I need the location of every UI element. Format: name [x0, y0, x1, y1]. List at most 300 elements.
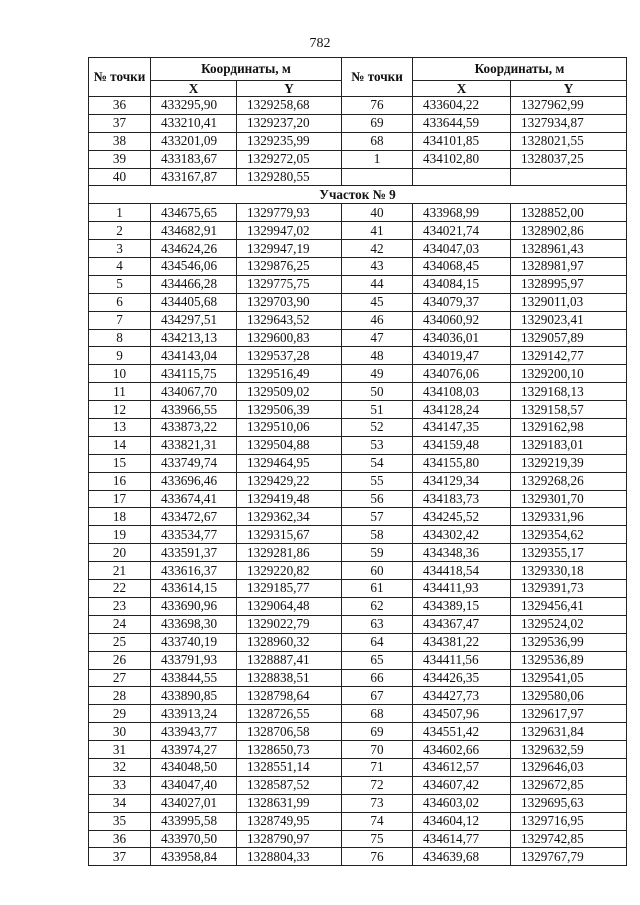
x-coordinate-cell: 434546,06 [151, 258, 237, 276]
header-point-no-left: № точки [89, 58, 151, 97]
x-coordinate-cell: 433890,85 [151, 687, 237, 705]
x-coordinate-cell: 433591,37 [151, 544, 237, 562]
x-coordinate-cell: 434068,45 [413, 258, 511, 276]
y-coordinate-cell: 1329516,49 [237, 365, 342, 383]
y-coordinate-cell: 1329632,59 [511, 741, 627, 759]
point-number-cell: 13 [89, 419, 151, 437]
x-coordinate-cell: 434213,13 [151, 329, 237, 347]
point-number-cell: 73 [342, 794, 413, 812]
point-number-cell: 67 [342, 687, 413, 705]
point-number-cell: 27 [89, 669, 151, 687]
table-row [89, 114, 627, 132]
coordinates-table [88, 57, 627, 866]
y-coordinate-cell: 1328798,64 [237, 687, 342, 705]
y-coordinate-cell: 1328902,86 [511, 222, 627, 240]
x-coordinate-cell: 434159,48 [413, 436, 511, 454]
x-coordinate-cell: 434612,57 [413, 758, 511, 776]
x-coordinate-cell: 434551,42 [413, 723, 511, 741]
x-coordinate-cell: 434129,34 [413, 472, 511, 490]
point-number-cell: 10 [89, 365, 151, 383]
point-number-cell: 12 [89, 401, 151, 419]
table-row [89, 651, 627, 669]
x-coordinate-cell: 434507,96 [413, 705, 511, 723]
x-coordinate-cell: 433604,22 [413, 97, 511, 115]
x-coordinate-cell: 434048,50 [151, 758, 237, 776]
y-coordinate-cell: 1329537,28 [237, 347, 342, 365]
x-coordinate-cell: 434607,42 [413, 776, 511, 794]
table-row [89, 472, 627, 490]
x-coordinate-cell: 433844,55 [151, 669, 237, 687]
point-number-cell: 64 [342, 633, 413, 651]
point-number-cell: 22 [89, 580, 151, 598]
x-coordinate-cell: 433674,41 [151, 490, 237, 508]
point-number-cell: 55 [342, 472, 413, 490]
x-coordinate-cell: 433614,15 [151, 580, 237, 598]
x-coordinate-cell: 433696,46 [151, 472, 237, 490]
point-number-cell: 8 [89, 329, 151, 347]
table-row [89, 222, 627, 240]
table-row [89, 794, 627, 812]
y-coordinate-cell: 1328749,95 [237, 812, 342, 830]
x-coordinate-cell: 434603,02 [413, 794, 511, 812]
point-number-cell: 41 [342, 222, 413, 240]
point-number-cell: 31 [89, 741, 151, 759]
table-row [89, 454, 627, 472]
y-coordinate-cell: 1328631,99 [237, 794, 342, 812]
x-coordinate-cell: 434245,52 [413, 508, 511, 526]
y-coordinate-cell: 1328804,33 [237, 848, 342, 866]
x-coordinate-cell: 433201,09 [151, 132, 237, 150]
y-coordinate-cell: 1329536,99 [511, 633, 627, 651]
y-coordinate-cell: 1329330,18 [511, 562, 627, 580]
x-coordinate-cell: 434084,15 [413, 275, 511, 293]
y-coordinate-cell: 1329219,39 [511, 454, 627, 472]
y-coordinate-cell: 1328981,97 [511, 258, 627, 276]
x-coordinate-cell: 433644,59 [413, 114, 511, 132]
x-coordinate-cell: 434411,93 [413, 580, 511, 598]
y-coordinate-cell: 1329258,68 [237, 97, 342, 115]
point-number-cell: 57 [342, 508, 413, 526]
table-row [89, 758, 627, 776]
point-number-cell: 30 [89, 723, 151, 741]
y-coordinate-cell: 1329268,26 [511, 472, 627, 490]
table-row [89, 204, 627, 222]
point-number-cell: 36 [89, 830, 151, 848]
y-coordinate-cell: 1329064,48 [237, 597, 342, 615]
y-coordinate-cell: 1329541,05 [511, 669, 627, 687]
x-coordinate-cell: 434147,35 [413, 419, 511, 437]
x-coordinate-cell: 434027,01 [151, 794, 237, 812]
point-number-cell: 50 [342, 383, 413, 401]
table-row [89, 401, 627, 419]
point-number-cell: 45 [342, 293, 413, 311]
x-coordinate-cell: 434418,54 [413, 562, 511, 580]
y-coordinate-cell: 1329631,84 [511, 723, 627, 741]
table-row [89, 97, 627, 115]
y-coordinate-cell: 1329510,06 [237, 419, 342, 437]
table-row [89, 580, 627, 598]
y-coordinate-cell: 1329023,41 [511, 311, 627, 329]
x-coordinate-cell: 434675,65 [151, 204, 237, 222]
table-row [89, 687, 627, 705]
y-coordinate-cell: 1328852,00 [511, 204, 627, 222]
point-number-cell: 68 [342, 705, 413, 723]
x-coordinate-cell: 433210,41 [151, 114, 237, 132]
point-number-cell: 1 [89, 204, 151, 222]
point-number-cell: 59 [342, 544, 413, 562]
x-coordinate-cell: 434183,73 [413, 490, 511, 508]
x-coordinate-cell: 434381,22 [413, 633, 511, 651]
x-coordinate-cell: 433873,22 [151, 419, 237, 437]
y-coordinate-cell: 1329281,86 [237, 544, 342, 562]
point-number-cell: 71 [342, 758, 413, 776]
y-coordinate-cell: 1329301,70 [511, 490, 627, 508]
point-number-cell: 69 [342, 723, 413, 741]
x-coordinate-cell: 433791,93 [151, 651, 237, 669]
y-coordinate-cell: 1328838,51 [237, 669, 342, 687]
point-number-cell: 40 [89, 168, 151, 186]
table-row [89, 597, 627, 615]
x-coordinate-cell: 434427,73 [413, 687, 511, 705]
y-coordinate-cell: 1329580,06 [511, 687, 627, 705]
table-row [89, 240, 627, 258]
y-coordinate-cell: 1329183,01 [511, 436, 627, 454]
point-number-cell: 61 [342, 580, 413, 598]
y-coordinate-cell: 1329643,52 [237, 311, 342, 329]
point-number-cell: 32 [89, 758, 151, 776]
x-coordinate-cell: 433616,37 [151, 562, 237, 580]
table-row [89, 436, 627, 454]
y-coordinate-cell: 1329168,13 [511, 383, 627, 401]
y-coordinate-cell: 1329237,20 [237, 114, 342, 132]
y-coordinate-cell: 1329456,41 [511, 597, 627, 615]
y-coordinate-cell: 1329464,95 [237, 454, 342, 472]
point-number-cell: 51 [342, 401, 413, 419]
point-number-cell: 49 [342, 365, 413, 383]
table-row [89, 544, 627, 562]
y-coordinate-cell: 1329142,77 [511, 347, 627, 365]
x-coordinate-cell: 433534,77 [151, 526, 237, 544]
x-coordinate-cell: 433690,96 [151, 597, 237, 615]
y-coordinate-cell: 1329947,02 [237, 222, 342, 240]
x-coordinate-cell: 434411,56 [413, 651, 511, 669]
point-number-cell: 1 [342, 150, 413, 168]
header-coordinates-right: Координаты, м [413, 58, 627, 81]
point-number-cell: 43 [342, 258, 413, 276]
point-number-cell: 76 [342, 97, 413, 115]
table-row [89, 562, 627, 580]
point-number-cell: 74 [342, 812, 413, 830]
point-number-cell: 36 [89, 97, 151, 115]
table-row [89, 848, 627, 866]
table-row [89, 132, 627, 150]
x-coordinate-cell: 433740,19 [151, 633, 237, 651]
y-coordinate-cell: 1329331,96 [511, 508, 627, 526]
point-number-cell: 46 [342, 311, 413, 329]
section-row [89, 186, 627, 204]
point-number-cell: 24 [89, 615, 151, 633]
point-number-cell: 17 [89, 490, 151, 508]
table-header [89, 58, 627, 97]
x-coordinate-cell: 434115,75 [151, 365, 237, 383]
header-x-left: X [151, 81, 237, 97]
header-point-no-right: № точки [342, 58, 413, 97]
y-coordinate-cell: 1328037,25 [511, 150, 627, 168]
point-number-cell: 56 [342, 490, 413, 508]
x-coordinate-cell: 433167,87 [151, 168, 237, 186]
y-coordinate-cell: 1329057,89 [511, 329, 627, 347]
point-number-cell: 26 [89, 651, 151, 669]
point-number-cell: 65 [342, 651, 413, 669]
y-coordinate-cell: 1329775,75 [237, 275, 342, 293]
y-coordinate-cell: 1329429,22 [237, 472, 342, 490]
y-coordinate-cell: 1329947,19 [237, 240, 342, 258]
x-coordinate-cell: 434076,06 [413, 365, 511, 383]
y-coordinate-cell: 1329354,62 [511, 526, 627, 544]
table-row [89, 490, 627, 508]
table-row [89, 776, 627, 794]
x-coordinate-cell: 434102,80 [413, 150, 511, 168]
x-coordinate-cell: 434108,03 [413, 383, 511, 401]
point-number-cell: 75 [342, 830, 413, 848]
table-row [89, 311, 627, 329]
header-x-right: X [413, 81, 511, 97]
table-row [89, 633, 627, 651]
x-coordinate-cell: 434639,68 [413, 848, 511, 866]
page-number: 782 [309, 36, 331, 51]
point-number-cell: 63 [342, 615, 413, 633]
table-row [89, 812, 627, 830]
x-coordinate-cell: 434297,51 [151, 311, 237, 329]
x-coordinate-cell: 433295,90 [151, 97, 237, 115]
table-row [89, 347, 627, 365]
x-coordinate-cell: 433183,67 [151, 150, 237, 168]
point-number-cell: 39 [89, 150, 151, 168]
point-number-cell: 14 [89, 436, 151, 454]
x-coordinate-cell: 433913,24 [151, 705, 237, 723]
point-number-cell: 62 [342, 597, 413, 615]
point-number-cell: 2 [89, 222, 151, 240]
x-coordinate-cell: 434019,47 [413, 347, 511, 365]
point-number-cell: 6 [89, 293, 151, 311]
y-coordinate-cell: 1328995,97 [511, 275, 627, 293]
point-number-cell [342, 168, 413, 186]
y-coordinate-cell: 1328587,52 [237, 776, 342, 794]
point-number-cell: 37 [89, 114, 151, 132]
table-row [89, 275, 627, 293]
y-coordinate-cell [511, 168, 627, 186]
y-coordinate-cell: 1329524,02 [511, 615, 627, 633]
y-coordinate-cell: 1329272,05 [237, 150, 342, 168]
y-coordinate-cell: 1329362,34 [237, 508, 342, 526]
x-coordinate-cell: 433698,30 [151, 615, 237, 633]
y-coordinate-cell: 1327962,99 [511, 97, 627, 115]
y-coordinate-cell: 1327934,87 [511, 114, 627, 132]
x-coordinate-cell: 434128,24 [413, 401, 511, 419]
point-number-cell: 5 [89, 275, 151, 293]
point-number-cell: 20 [89, 544, 151, 562]
x-coordinate-cell: 434047,40 [151, 776, 237, 794]
x-coordinate-cell: 434367,47 [413, 615, 511, 633]
header-coordinates-left: Координаты, м [151, 58, 342, 81]
table-row [89, 705, 627, 723]
point-number-cell: 42 [342, 240, 413, 258]
x-coordinate-cell: 434060,92 [413, 311, 511, 329]
point-number-cell: 76 [342, 848, 413, 866]
x-coordinate-cell: 434079,37 [413, 293, 511, 311]
point-number-cell: 69 [342, 114, 413, 132]
table-row [89, 168, 627, 186]
y-coordinate-cell: 1328726,55 [237, 705, 342, 723]
table-row [89, 508, 627, 526]
point-number-cell: 11 [89, 383, 151, 401]
x-coordinate-cell: 433995,58 [151, 812, 237, 830]
x-coordinate-cell: 434602,66 [413, 741, 511, 759]
point-number-cell: 4 [89, 258, 151, 276]
x-coordinate-cell: 434348,36 [413, 544, 511, 562]
point-number-cell: 66 [342, 669, 413, 687]
table-row [89, 329, 627, 347]
x-coordinate-cell: 434067,70 [151, 383, 237, 401]
x-coordinate-cell: 433821,31 [151, 436, 237, 454]
y-coordinate-cell: 1329536,89 [511, 651, 627, 669]
point-number-cell: 48 [342, 347, 413, 365]
y-coordinate-cell: 1329600,83 [237, 329, 342, 347]
point-number-cell: 54 [342, 454, 413, 472]
table-row [89, 723, 627, 741]
y-coordinate-cell: 1328960,32 [237, 633, 342, 651]
point-number-cell: 58 [342, 526, 413, 544]
y-coordinate-cell: 1329200,10 [511, 365, 627, 383]
x-coordinate-cell: 434155,80 [413, 454, 511, 472]
x-coordinate-cell: 434614,77 [413, 830, 511, 848]
point-number-cell: 35 [89, 812, 151, 830]
y-coordinate-cell: 1329703,90 [237, 293, 342, 311]
y-coordinate-cell: 1329220,82 [237, 562, 342, 580]
point-number-cell: 68 [342, 132, 413, 150]
y-coordinate-cell: 1329280,55 [237, 168, 342, 186]
y-coordinate-cell: 1329672,85 [511, 776, 627, 794]
point-number-cell: 23 [89, 597, 151, 615]
point-number-cell: 19 [89, 526, 151, 544]
point-number-cell: 3 [89, 240, 151, 258]
x-coordinate-cell: 433970,50 [151, 830, 237, 848]
y-coordinate-cell: 1328021,55 [511, 132, 627, 150]
y-coordinate-cell: 1328551,14 [237, 758, 342, 776]
y-coordinate-cell: 1329767,79 [511, 848, 627, 866]
table-row [89, 615, 627, 633]
x-coordinate-cell: 434624,26 [151, 240, 237, 258]
y-coordinate-cell: 1329504,88 [237, 436, 342, 454]
y-coordinate-cell: 1329022,79 [237, 615, 342, 633]
point-number-cell: 18 [89, 508, 151, 526]
x-coordinate-cell: 434047,03 [413, 240, 511, 258]
table-row [89, 419, 627, 437]
y-coordinate-cell: 1328887,41 [237, 651, 342, 669]
y-coordinate-cell: 1329011,03 [511, 293, 627, 311]
table-row [89, 741, 627, 759]
point-number-cell: 33 [89, 776, 151, 794]
x-coordinate-cell: 433472,67 [151, 508, 237, 526]
header-y-left: Y [237, 81, 342, 97]
y-coordinate-cell: 1329506,39 [237, 401, 342, 419]
point-number-cell: 60 [342, 562, 413, 580]
y-coordinate-cell: 1329876,25 [237, 258, 342, 276]
point-number-cell: 21 [89, 562, 151, 580]
x-coordinate-cell: 434302,42 [413, 526, 511, 544]
y-coordinate-cell: 1328650,73 [237, 741, 342, 759]
y-coordinate-cell: 1329742,85 [511, 830, 627, 848]
x-coordinate-cell: 434466,28 [151, 275, 237, 293]
x-coordinate-cell: 433974,27 [151, 741, 237, 759]
table-row [89, 365, 627, 383]
x-coordinate-cell: 434021,74 [413, 222, 511, 240]
table-row [89, 150, 627, 168]
y-coordinate-cell: 1328706,58 [237, 723, 342, 741]
table-row [89, 293, 627, 311]
header-y-right: Y [511, 81, 627, 97]
point-number-cell: 7 [89, 311, 151, 329]
x-coordinate-cell: 434405,68 [151, 293, 237, 311]
point-number-cell: 38 [89, 132, 151, 150]
y-coordinate-cell: 1329716,95 [511, 812, 627, 830]
table-row [89, 383, 627, 401]
point-number-cell: 70 [342, 741, 413, 759]
point-number-cell: 25 [89, 633, 151, 651]
point-number-cell: 53 [342, 436, 413, 454]
x-coordinate-cell: 434101,85 [413, 132, 511, 150]
point-number-cell: 72 [342, 776, 413, 794]
x-coordinate-cell [413, 168, 511, 186]
point-number-cell: 44 [342, 275, 413, 293]
point-number-cell: 29 [89, 705, 151, 723]
x-coordinate-cell: 433968,99 [413, 204, 511, 222]
y-coordinate-cell: 1329355,17 [511, 544, 627, 562]
y-coordinate-cell: 1328790,97 [237, 830, 342, 848]
y-coordinate-cell: 1329695,63 [511, 794, 627, 812]
x-coordinate-cell: 433966,55 [151, 401, 237, 419]
table-row [89, 526, 627, 544]
y-coordinate-cell: 1329235,99 [237, 132, 342, 150]
x-coordinate-cell: 434389,15 [413, 597, 511, 615]
y-coordinate-cell: 1329509,02 [237, 383, 342, 401]
point-number-cell: 34 [89, 794, 151, 812]
y-coordinate-cell: 1329779,93 [237, 204, 342, 222]
point-number-cell: 37 [89, 848, 151, 866]
x-coordinate-cell: 433958,84 [151, 848, 237, 866]
x-coordinate-cell: 434682,91 [151, 222, 237, 240]
x-coordinate-cell: 434143,04 [151, 347, 237, 365]
point-number-cell: 28 [89, 687, 151, 705]
x-coordinate-cell: 433749,74 [151, 454, 237, 472]
point-number-cell: 40 [342, 204, 413, 222]
y-coordinate-cell: 1329617,97 [511, 705, 627, 723]
x-coordinate-cell: 434036,01 [413, 329, 511, 347]
y-coordinate-cell: 1329419,48 [237, 490, 342, 508]
point-number-cell: 15 [89, 454, 151, 472]
point-number-cell: 47 [342, 329, 413, 347]
y-coordinate-cell: 1329391,73 [511, 580, 627, 598]
section-title: Участок № 9 [89, 186, 627, 204]
table-body [89, 97, 627, 866]
point-number-cell: 16 [89, 472, 151, 490]
table-row [89, 669, 627, 687]
y-coordinate-cell: 1329185,77 [237, 580, 342, 598]
x-coordinate-cell: 434426,35 [413, 669, 511, 687]
table-row [89, 830, 627, 848]
point-number-cell: 9 [89, 347, 151, 365]
y-coordinate-cell: 1329315,67 [237, 526, 342, 544]
